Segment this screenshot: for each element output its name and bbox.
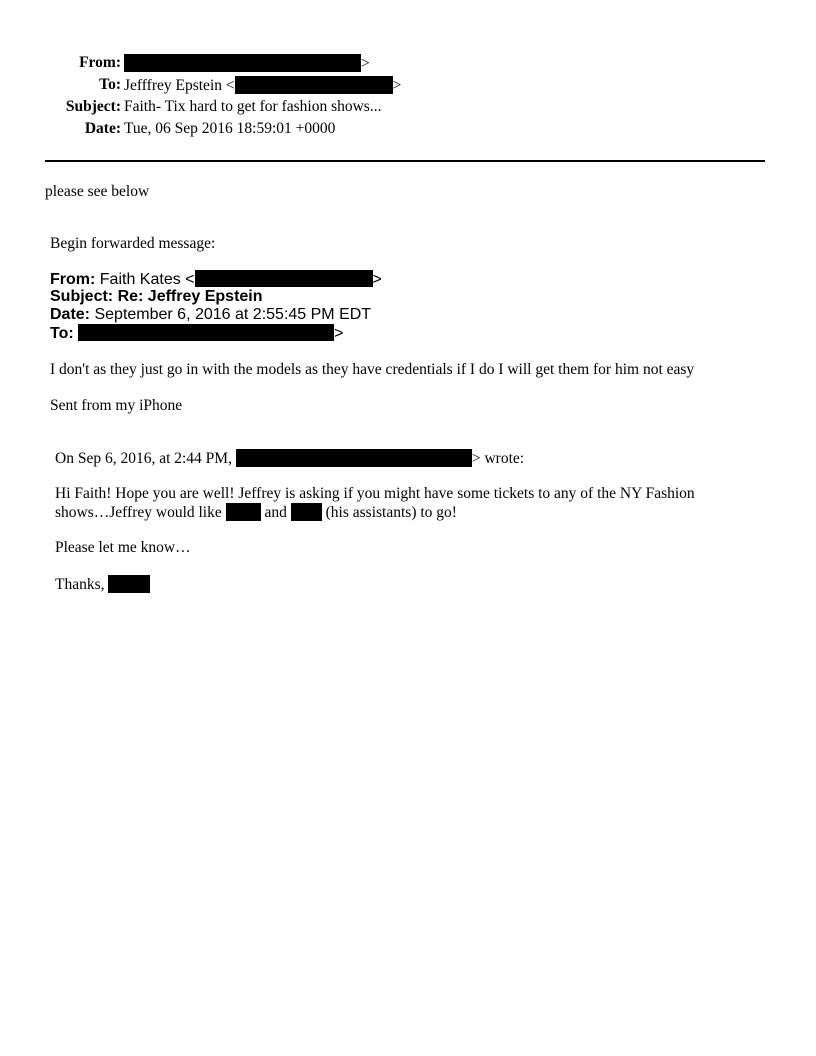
redaction-block <box>108 575 150 593</box>
reply-text: I don't as they just go in with the models as they have credentials if I do I will get them for him not easy <box>50 361 695 378</box>
quote-thanks <box>55 575 150 594</box>
quote-line-2-suffix: (his assistants) to go! <box>325 504 457 521</box>
quote-closing: Please let me know… <box>55 539 191 556</box>
redaction-block <box>235 76 393 94</box>
fwd-to-suffix: > <box>334 325 344 342</box>
fwd-subject-value: Re: Jeffrey Epstein <box>117 288 263 305</box>
fwd-to-label: To: <box>50 325 74 342</box>
header-from-value <box>124 54 370 73</box>
redaction-block <box>78 324 334 341</box>
header-date-value: Tue, 06 Sep 2016 18:59:01 +0000 <box>124 120 336 137</box>
fwd-from-value: Faith Kates < <box>99 271 195 288</box>
header-to-name: Jefffrey Epstein < <box>124 77 235 94</box>
header-date-label: Date: <box>84 120 121 137</box>
header-to-value <box>124 76 401 95</box>
quote-line-2-prefix: shows…Jeffrey would like <box>55 504 222 521</box>
header-divider <box>45 160 765 162</box>
quote-thanks-text: Thanks, <box>55 576 105 593</box>
quote-line-1: Hi Faith! Hope you are well! Jeffrey is asking if you might have some tickets to any of the NY Fashion <box>55 485 695 502</box>
quote-attribution-suffix: > wrote: <box>471 450 525 467</box>
header-from-suffix: > <box>361 55 370 72</box>
forwarded-intro: Begin forwarded message: <box>50 235 216 252</box>
fwd-date-label: Date: <box>50 306 91 323</box>
fwd-subject-label: Subject: <box>50 288 114 305</box>
quote-attribution-prefix: On Sep 6, 2016, at 2:44 PM, <box>55 450 232 467</box>
quote-line-2-mid: and <box>264 504 287 521</box>
header-subject-label: Subject: <box>65 98 121 115</box>
fwd-to-row <box>50 324 343 343</box>
header-date-row <box>0 120 816 142</box>
header-to-suffix: > <box>392 77 402 94</box>
header-from-row <box>0 54 816 76</box>
redaction-block <box>195 270 373 287</box>
header-from-label: From: <box>79 54 121 71</box>
fwd-from-row <box>50 270 382 289</box>
quote-line-2 <box>55 503 457 522</box>
redaction-block <box>124 54 361 72</box>
header-to-row <box>0 76 816 98</box>
fwd-date-row <box>50 306 371 324</box>
fwd-from-label: From: <box>50 271 96 288</box>
redaction-block <box>236 449 472 467</box>
signature: Sent from my iPhone <box>50 397 183 414</box>
quote-attribution <box>55 449 524 468</box>
fwd-date-value: September 6, 2016 at 2:55:45 PM EDT <box>94 306 372 323</box>
redaction-block <box>226 503 261 521</box>
intro-text: please see below <box>45 183 150 200</box>
header-subject-row <box>0 98 816 120</box>
fwd-from-suffix: > <box>372 271 382 288</box>
header-subject-value: Faith- Tix hard to get for fashion shows... <box>124 98 382 115</box>
header-to-label: To: <box>99 76 121 93</box>
fwd-subject-row <box>50 288 263 306</box>
redaction-block <box>291 503 322 521</box>
